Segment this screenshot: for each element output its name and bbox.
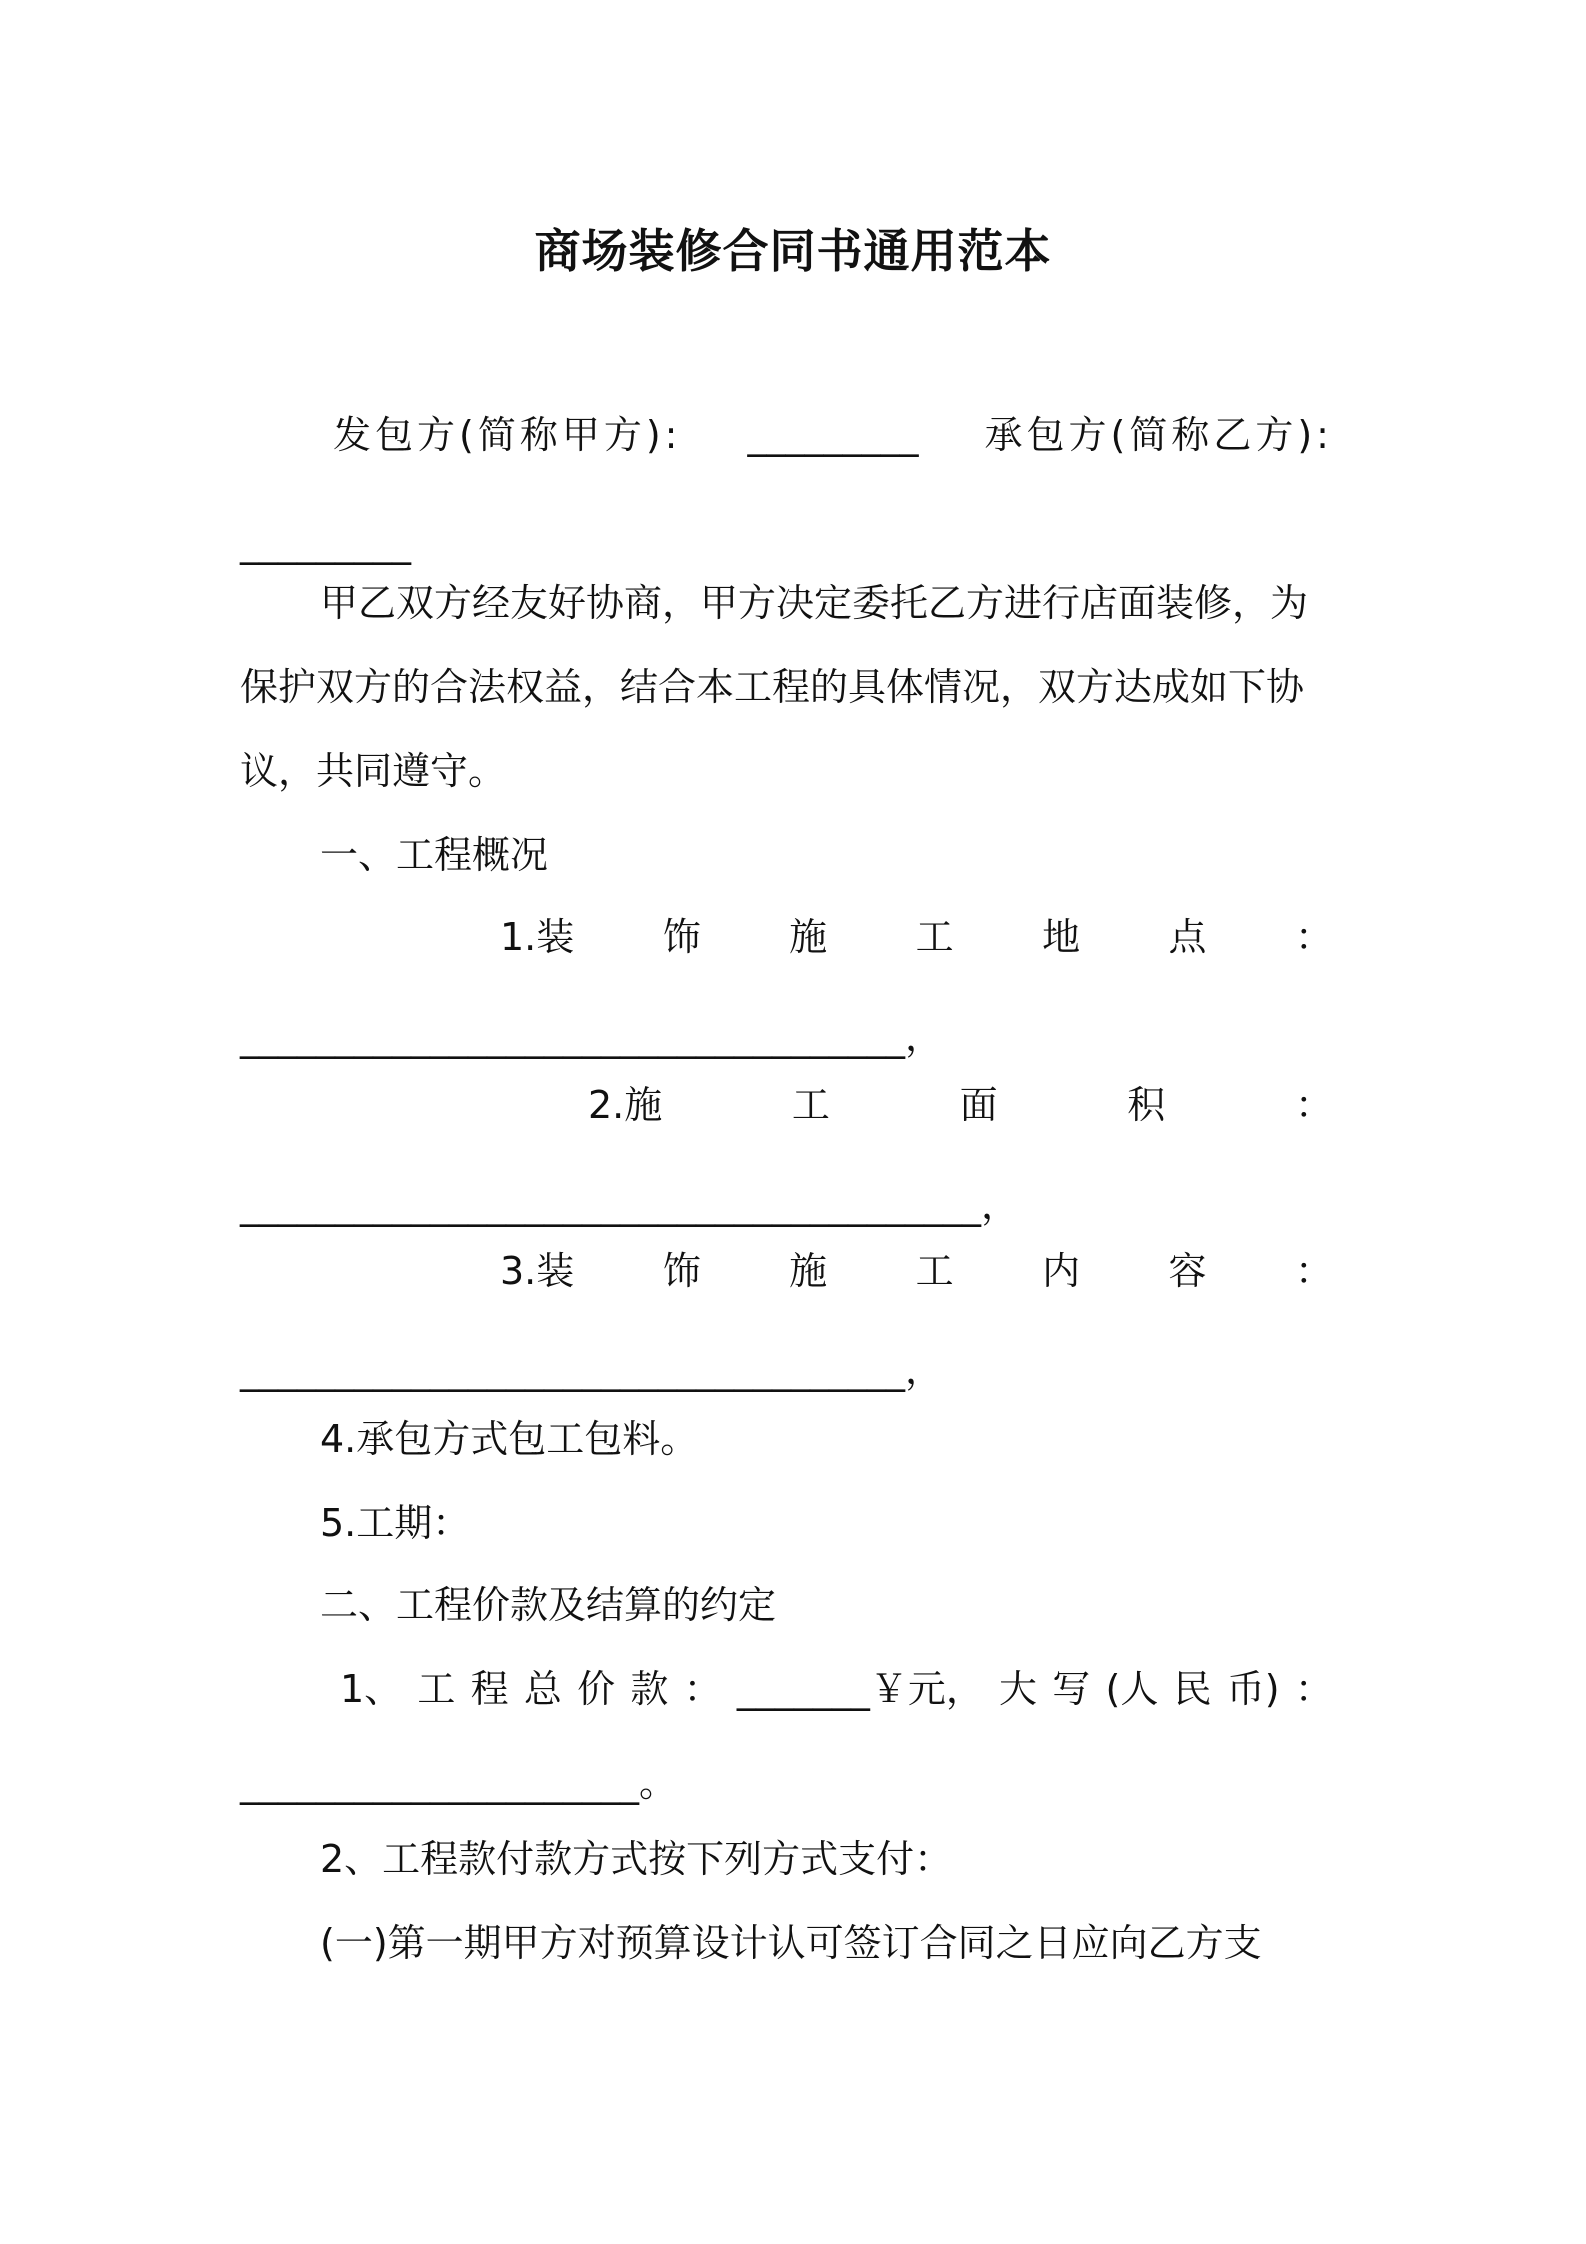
payment-first-period: (一)第一期甲方对预算设计认可签订合同之日应向乙方支 xyxy=(320,1921,1262,1965)
price-part: 价 xyxy=(577,1667,616,1711)
item1-char: 点 xyxy=(1168,915,1207,959)
item1-char: 工 xyxy=(915,915,954,959)
price-part: ： xyxy=(1294,1667,1333,1711)
party-b-label: 承包方(简称乙方): xyxy=(984,413,1333,457)
item2-char: 工 xyxy=(791,1083,830,1127)
price-part: ： xyxy=(683,1667,722,1711)
price-line xyxy=(340,1664,1333,1714)
price-part: 程 xyxy=(470,1667,509,1711)
price-part: 币) xyxy=(1226,1667,1280,1711)
item1-label xyxy=(500,912,1333,962)
item1-char: 施 xyxy=(789,915,828,959)
item3-blank[interactable]: ___________________________________， xyxy=(240,1348,944,1392)
price-part: (人 xyxy=(1105,1667,1159,1711)
party-a-blank[interactable]: _________ xyxy=(747,413,919,457)
section1-heading: 一、工程概况 xyxy=(320,833,549,877)
intro-line-1: 甲乙双方经友好协商，甲方决定委托乙方进行店面装修，为 xyxy=(320,581,1309,625)
party-b-blank[interactable]: _________ xyxy=(240,521,411,565)
payment-heading: 2、工程款付款方式按下列方式支付： xyxy=(320,1837,953,1881)
price-part: 写 xyxy=(1052,1667,1091,1711)
item3-char: ： xyxy=(1294,1249,1333,1293)
price-part: 1、 xyxy=(340,1667,403,1711)
item2-char: 面 xyxy=(959,1083,998,1127)
item1-char: 饰 xyxy=(662,915,701,959)
price-blank[interactable]: _______￥元， xyxy=(736,1667,984,1711)
item3-label xyxy=(500,1246,1333,1296)
item1-char: 1.装 xyxy=(500,915,575,959)
intro-line-3: 议，共同遵守。 xyxy=(240,749,507,793)
item1-char: ： xyxy=(1294,915,1333,959)
section2-heading: 二、工程价款及结算的约定 xyxy=(320,1583,777,1627)
document-title: 商场装修合同书通用范本 xyxy=(534,224,1052,278)
price-part: 大 xyxy=(999,1667,1038,1711)
item5-text: 5.工期： xyxy=(320,1501,471,1545)
parties-line xyxy=(333,410,1333,460)
item2-char: ： xyxy=(1294,1083,1333,1127)
item3-char: 容 xyxy=(1168,1249,1207,1293)
price-part: 款 xyxy=(630,1667,669,1711)
price-part: 工 xyxy=(417,1667,456,1711)
price-part: 民 xyxy=(1173,1667,1212,1711)
item3-char: 3.装 xyxy=(500,1249,575,1293)
item3-char: 饰 xyxy=(662,1249,701,1293)
item3-char: 施 xyxy=(789,1249,828,1293)
item2-char: 2.施 xyxy=(588,1083,663,1127)
party-a-label: 发包方(简称甲方): xyxy=(333,413,682,457)
item2-label xyxy=(588,1080,1333,1130)
item2-char: 积 xyxy=(1127,1083,1166,1127)
price-part: 总 xyxy=(523,1667,562,1711)
item4-text: 4.承包方式包工包料。 xyxy=(320,1417,699,1461)
item3-char: 内 xyxy=(1042,1249,1081,1293)
item2-blank[interactable]: _______________________________________， xyxy=(240,1183,1020,1227)
price-capital-blank[interactable]: _____________________。 xyxy=(240,1761,678,1805)
item3-char: 工 xyxy=(915,1249,954,1293)
intro-line-2: 保护双方的合法权益，结合本工程的具体情况，双方达成如下协 xyxy=(240,665,1305,709)
item1-char: 地 xyxy=(1042,915,1081,959)
item1-blank[interactable]: ___________________________________， xyxy=(240,1015,944,1059)
